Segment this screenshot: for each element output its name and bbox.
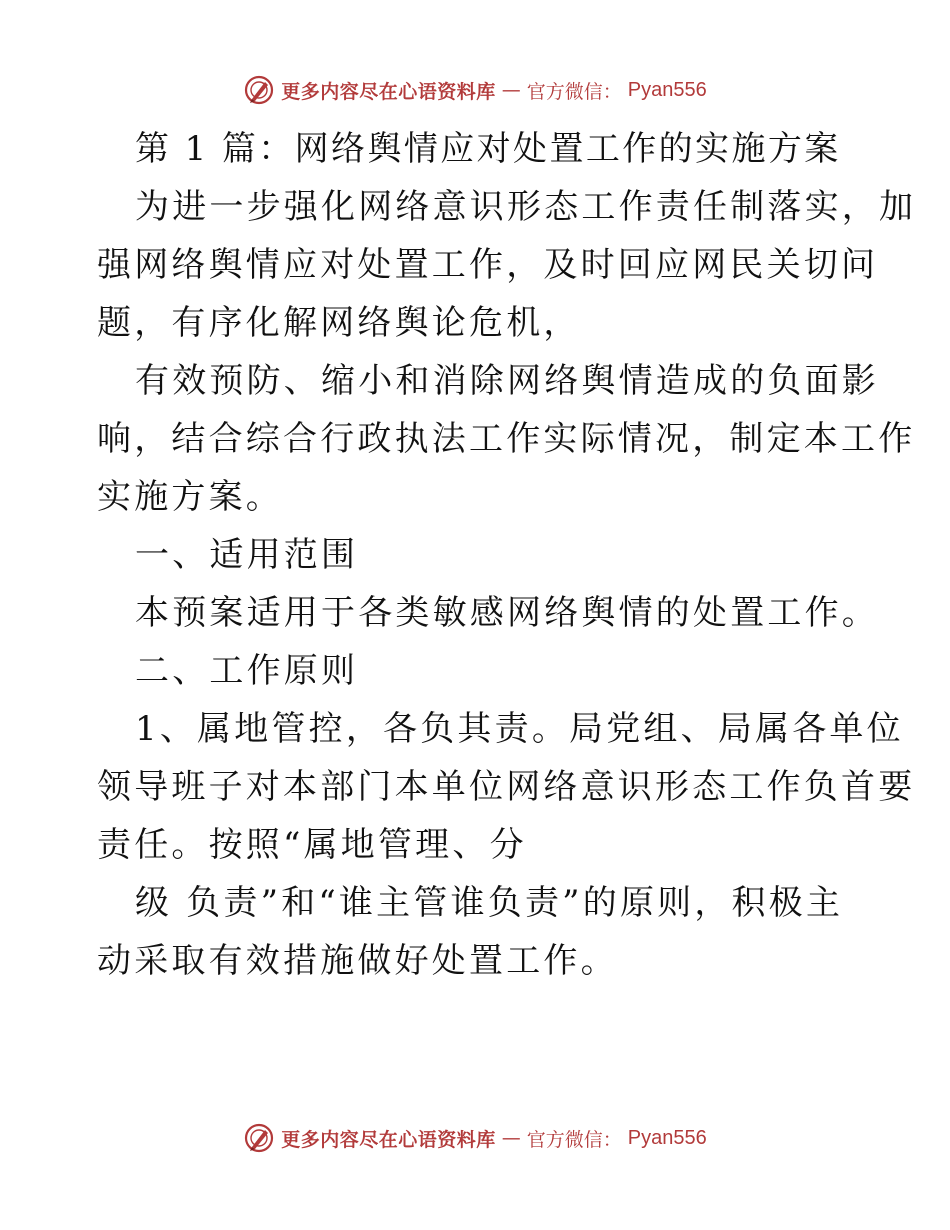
banner-wechat-id: Pyan556 [627, 78, 707, 101]
logo-pen-icon [243, 74, 275, 106]
banner-title: 更多内容尽在心语资料库 [281, 80, 496, 103]
document-body [97, 120, 917, 990]
banner-wechat-label: 官方微信： [526, 80, 622, 103]
banner-title: 更多内容尽在心语资料库 [281, 1128, 496, 1151]
paragraph-line: 责任。按照“属地管理、分 [97, 825, 527, 865]
logo-pen-icon [243, 1122, 275, 1154]
section-heading: 二、工作原则 [135, 651, 359, 691]
section-heading: 一、适用范围 [135, 535, 359, 575]
paragraph-line: 实施方案。 [97, 477, 283, 517]
paragraph-line: 强网络舆情应对处置工作，及时回应网民关切问 [97, 245, 879, 285]
paragraph-line: 响，结合综合行政执法工作实际情况，制定本工作 [97, 419, 916, 459]
paragraph-line: 领导班子对本部门本单位网络意识形态工作负首要 [97, 767, 916, 807]
paragraph-line: 级 负责”和“谁主管谁负责”的原则，积极主 [135, 883, 844, 923]
paragraph-line: 为进一步强化网络意识形态工作责任制落实，加 [135, 187, 917, 227]
header-banner [0, 68, 950, 112]
banner-wechat-id: Pyan556 [627, 1126, 707, 1149]
banner-dash: — [501, 79, 521, 101]
paragraph-line: 题，有序化解网络舆论危机， [97, 303, 581, 343]
footer-banner [0, 1116, 950, 1160]
banner-wechat-label: 官方微信： [526, 1128, 622, 1151]
paragraph-line: 动采取有效措施做好处置工作。 [97, 941, 618, 981]
doc-title: 第 1 篇：网络舆情应对处置工作的实施方案 [135, 129, 841, 169]
paragraph-line: 1、属地管控，各负其责。局党组、局属各单位 [135, 709, 904, 749]
paragraph-line: 有效预防、缩小和消除网络舆情造成的负面影 [135, 361, 879, 401]
paragraph-line: 本预案适用于各类敏感网络舆情的处置工作。 [135, 593, 879, 633]
banner-dash: — [501, 1127, 521, 1149]
